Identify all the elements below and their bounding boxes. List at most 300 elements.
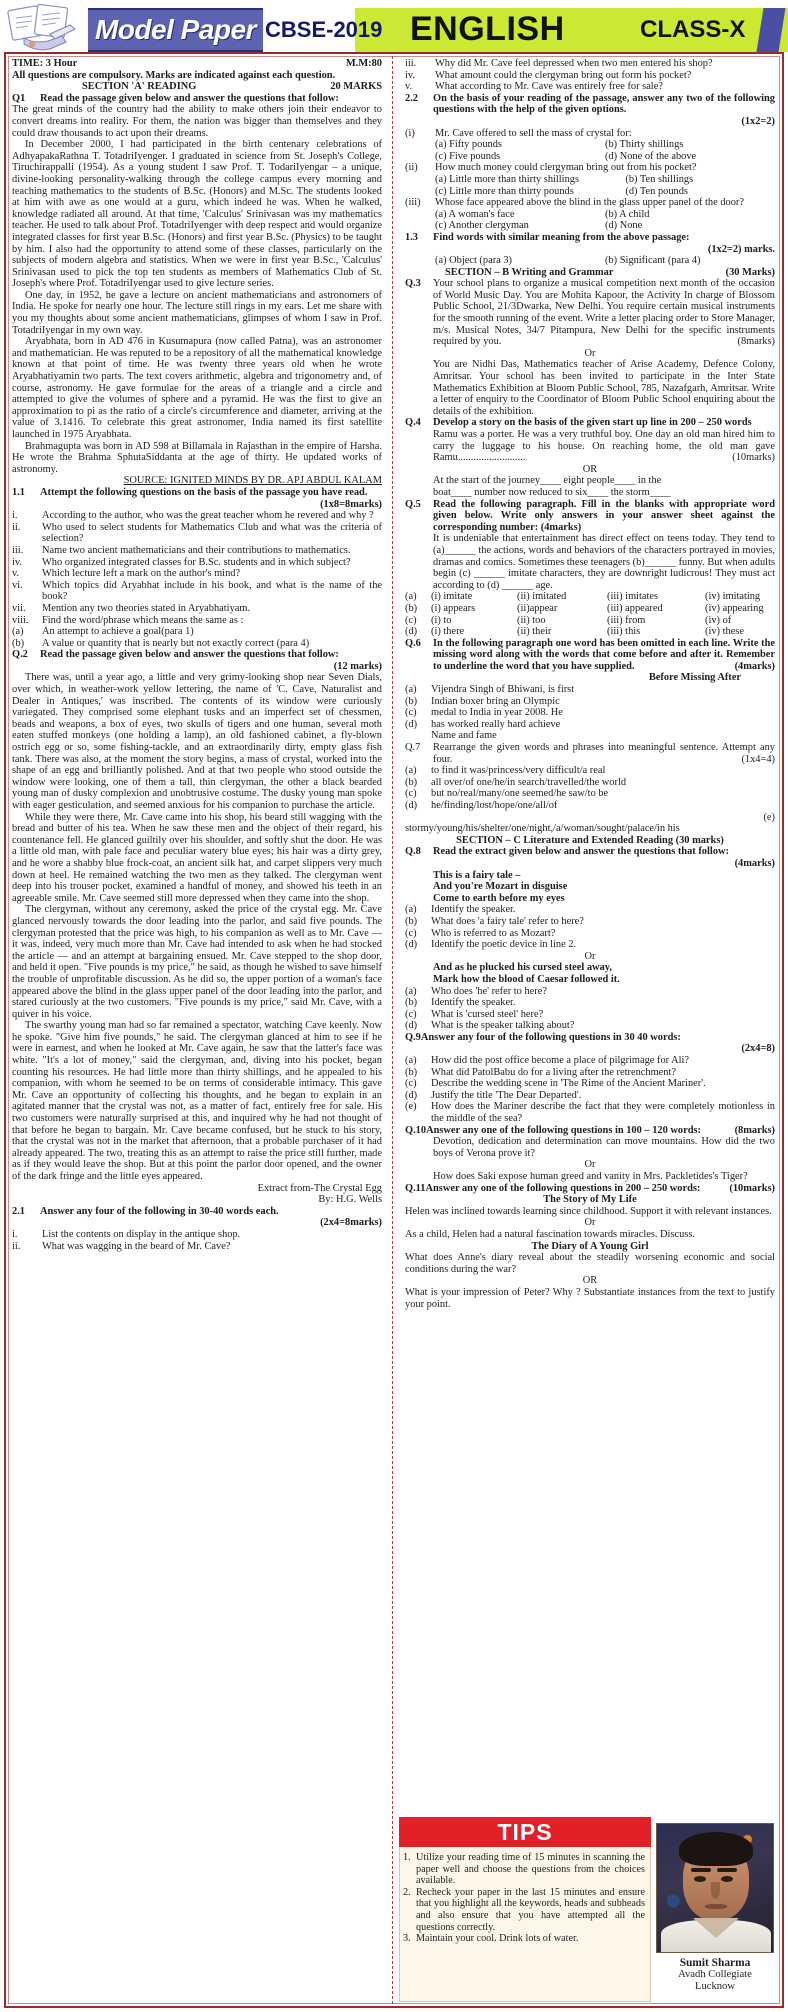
- q5-prompt: Read the following paragraph. Fill in the blanks with appropriate word given below. Write only answers in your answer sheet against the corresponding number: (4marks): [433, 498, 775, 533]
- q1-1-item-num: i.: [12, 510, 18, 522]
- q2-1-item-num: ii.: [12, 1240, 21, 1252]
- q2-label: Q.2: [12, 649, 28, 661]
- q6-label: Q.6: [405, 637, 421, 649]
- q8-item2-num: (d): [405, 1020, 418, 1032]
- q7-item: [405, 765, 775, 777]
- q11-body-4: What is your impression of Peter? Why ? Substantiate instances from the text to justify your point.: [405, 1286, 775, 1310]
- q5-opt-iv[interactable]: (iv) these: [705, 626, 744, 638]
- q1-1-item: [12, 626, 382, 638]
- question-q1: [12, 93, 382, 105]
- q1-1-item-num: iv.: [12, 556, 23, 568]
- q9-item-num: (c): [405, 1078, 417, 1090]
- question-q4: [405, 417, 775, 429]
- q6-line-text: Vijendra Singh of Bhiwani, is first: [431, 684, 575, 696]
- q2-passage-para-3: The clergyman, without any ceremony, asked the price of the crystal egg. Mr. Cave glanced nervously towards the door leading into the parlor, and said five pounds. The clergyman protested that the price was high, to his companion as well as to Mr. Cave — it was, indeed, very much more than Mr. Cave had intended to ask when he had stocked the article — and an attempt at bargaining ensued. Mr. Cave stepped to the shop door, and held it open. "Five pounds is my price," he said, as though he wished to save himself the trouble of unprofitable discussion. As he did so, the upper portion of a woman's face appeared above the blind in the glass upper panel of the door leading into the parlor, and stared curiously at the two customers. "Five pounds is my price," said Mr. Cave, with a quiver in his voice.: [12, 904, 382, 1020]
- q1-1-item: [12, 568, 382, 580]
- q9-item: [405, 1055, 775, 1067]
- mcq-num: (ii): [405, 162, 418, 174]
- q1-1-item-num: vii.: [12, 602, 26, 614]
- q9-item-num: (b): [405, 1066, 418, 1078]
- q2-extract-source-line1: Extract from-The Crystal Egg: [257, 1182, 382, 1194]
- q1-passage-para-5: Brahmagupta was born in AD 598 at Billamala in Rajasthan in the empire of Harsha. He wrote the Brahma SphutaSiddanta at the age of thirty. He updated works of astronomy.: [12, 440, 382, 475]
- q2-1-label: 2.1: [12, 1205, 25, 1217]
- q2-extract-source-line2: By: H.G. Wells: [318, 1194, 382, 1206]
- q11-book-2-title: The Diary of A Young Girl: [531, 1240, 649, 1252]
- q5-opt-iii[interactable]: (iii) from: [607, 614, 646, 626]
- q1-1-item-num: (b): [12, 637, 25, 649]
- q7-prompt: [433, 742, 775, 765]
- q8-item: [405, 928, 775, 940]
- q11-body-2-row: [405, 1229, 775, 1241]
- q1-1-item-text: An attempt to achieve a goal(para 1): [42, 626, 194, 638]
- q10-label: Q.10: [405, 1124, 427, 1136]
- q8-item2: [405, 997, 775, 1009]
- q9-item-num: (a): [405, 1055, 417, 1067]
- q6-line-num: (c): [405, 707, 417, 719]
- q1-3-option-b: (b) Significant (para 4): [605, 255, 701, 267]
- author-brow-left: [691, 1868, 711, 1872]
- question-q11: [405, 1183, 775, 1195]
- q7-item-e-label: (e): [763, 811, 775, 823]
- q1-1-item: [12, 615, 382, 627]
- tips-title: TIPS: [399, 1817, 651, 1847]
- q6-line-text: has worked really hard achieve: [431, 718, 561, 730]
- q2-1-item-text: What amount could the clergyman bring out form his pocket?: [435, 69, 692, 81]
- q2-2-mcq-options: [405, 151, 775, 163]
- q5-opt-i[interactable]: (i) appears: [431, 602, 476, 614]
- q6-line-text: Name and fame: [431, 730, 497, 742]
- masthead-subject: ENGLISH: [410, 10, 565, 48]
- q2-1-item-text: What was wagging in the beard of Mr. Cave?: [42, 1240, 231, 1252]
- author-mouth: [705, 1904, 727, 1909]
- author-eye-right: [721, 1876, 733, 1882]
- q7-prompt-text: Rearrange the given words and phrases into meaningful sentence. Attempt any four.: [433, 742, 775, 765]
- q8-item2-text: Who does 'he' refer to here?: [431, 985, 547, 997]
- q5-opt-iii[interactable]: (iii) appeared: [607, 602, 663, 614]
- q10-or: Or: [584, 1159, 596, 1171]
- author-eye-left: [694, 1876, 706, 1882]
- question-q9: [405, 1032, 775, 1044]
- q1-1-item-text: According to the author, who was the great teacher whom he revered and why ?: [42, 510, 374, 522]
- q4-or: OR: [582, 463, 598, 475]
- q8-item2-text: Identify the speaker.: [431, 997, 516, 1009]
- q1-1-item: [12, 638, 382, 650]
- q9-heading: [405, 1032, 775, 1044]
- q9-item-num: (e): [405, 1101, 417, 1113]
- q1-1-item: [12, 603, 382, 615]
- q7-item-num: (d): [405, 800, 418, 811]
- q3-body: [433, 278, 775, 348]
- q11-or-2: OR: [582, 1275, 598, 1287]
- q5-opt-ii[interactable]: (ii) imitated: [517, 591, 567, 603]
- q1-3-options: [405, 255, 775, 267]
- q1-1-item-text: Who organized integrated classes for B.Sc. students and in which subject?: [42, 556, 351, 568]
- q1-label: Q1: [12, 92, 26, 104]
- question-q5: [405, 499, 775, 534]
- q8-item-num: (b): [405, 915, 418, 927]
- q7-item-text: stormy/young/his/shelter/one/night,/a/woman/sought/palace/in his: [405, 823, 680, 835]
- q1-passage-para-2: In December 2000, I had participated in the birth centenary celebrations of AdhyapakaRathna T. TotadriIyenger. I graduated in science from St. Joseph's College, Tiruchirappalli (1954). As a young student I saw Prof. T. TodariIyengar – a unique, divine-looking personality-walking through the college campus every morning and teaching mathematics to the students of B.Sc. (Honors) and M.Sc. The students looked at him with awe as one would at a guru, which indeed he was. When he walked, knowledge radiated all around. At that time, 'Calculus' Srinivasan was my mathematics teacher. He used to talk about Prof. TotadriIyenger with deep respect and would organize integrated classes for first year B.Sc. (Honors) and first year B.Sc. (Physics) to be taught by him. I also had the opportunity to attend some of these classes, particularly on the subjects of modern algebra and statistics. When we were in first year B.Sc., 'Calculus' Srinivasan used to pick the top ten students as members of Mathematics Club of St. Joseph's where Prof. TotadriIyengar used to give lecture series.: [12, 139, 382, 290]
- mcq-option-a[interactable]: (a) Fifty pounds: [435, 139, 502, 151]
- q8-marks: (4marks): [734, 857, 775, 869]
- q8-extract2-text: And as he plucked his cursed steel away,: [433, 962, 612, 974]
- q8-item-text: What does 'a fairy tale' refer to here?: [431, 915, 584, 927]
- section-b-row: [405, 267, 775, 279]
- q5-opt-i[interactable]: (i) to: [431, 614, 452, 626]
- q2-1-item-num: i.: [12, 1228, 18, 1240]
- q1-1-item-num: vi.: [12, 579, 23, 591]
- q8-extract2-text: Mark how the blood of Caesar followed it.: [433, 973, 620, 985]
- q4-alt-text-2: boat____ number now reduced to six____ the storm____: [433, 486, 671, 498]
- q1-1-prompt: [40, 487, 382, 510]
- mcq-option-b[interactable]: (b) Ten shillings: [625, 173, 694, 185]
- right-column: [399, 56, 779, 2006]
- q8-extract-line: [405, 881, 775, 893]
- q7-item-text: all over/of one/he/in search/travelled/the world: [431, 776, 627, 788]
- q11-heading: [405, 1183, 775, 1195]
- q5-option-row: [405, 591, 775, 603]
- author-school: Avadh Collegiate: [678, 1969, 752, 1980]
- mcq-num: (iii): [405, 197, 421, 209]
- q1-1-item-text: Name two ancient mathematicians and their contributions to mathematics.: [42, 544, 351, 556]
- mcq-option-b[interactable]: (b) Thirty shillings: [605, 139, 684, 151]
- q6-line-num: (b): [405, 695, 418, 707]
- q7-item: [405, 777, 775, 789]
- question-q2: [12, 649, 382, 672]
- q1-1-item-num: ii.: [12, 521, 21, 533]
- q1-1-item: [12, 522, 382, 545]
- q4-alt-text-1: At the start of the journey____ eight people____ in the: [433, 475, 662, 487]
- q4-body-text: Ramu was a porter. He was a very truthful boy. One day an old man hired him to carry the luggage to his house. On reaching home, the old man gave Ramu..........................: [433, 429, 775, 464]
- q8-item: [405, 904, 775, 916]
- q1-1-item: [12, 545, 382, 557]
- question-q6: [405, 638, 775, 673]
- q7-item-text: he/finding/lost/hope/one/all/of: [431, 800, 558, 811]
- q2-passage-para-1: There was, until a year ago, a little and very grimy-looking shop near Seven Dials, over which, in weather-work yellow lettering, the name of 'C. Cave, Naturalist and Dealer in Antiques,' was inscribed. The contents of its window were curiously variegated. They comprised some elephant tusks and an imperfect set of chessmen, beads and weapons, a box of eyes, two skulls of tigers and one human, several moth eaten stuffed monkeys (one holding a lamp), an old fashioned cabinet, a fly-blown ostrich egg or so, some fishing-tackle, and an extraordinarily dirty, empty glass fish tank. There was also, at the moment the story begins, a mass of crystal, worked into the shape of an egg and brilliantly polished. And at that two people who stood outside the window were looking, one of them a tall, thin clergyman, the other a black bearded young man of dusky complexion and unobtrusive costume. The dusky young man spoke with eager gesticulation, and seemed anxious for his companion to purchase the article.: [12, 672, 382, 811]
- q2-1-item-text: List the contents on display in the antique shop.: [42, 1228, 241, 1240]
- q8-item2-text: What is the speaker talking about?: [431, 1020, 575, 1032]
- q2-passage-para-2: While they were there, Mr. Cave came into his shop, his beard still wagging with the bread and butter of his tea. When he saw these men and the object of their regard, his countenance fell. He glanced guiltily over his shoulder, and softly shut the door. He was a little old man, with pale face and peculiar watery blue eyes; his hair was a dirty grey, and he wore a shabby blue frock-coat, an ancient silk hat, and carpet slippers very much down at heel. He remained watching the two men as they talked. The clergyman went deep into his trouser pocket, examined a handful of money, and showed his teeth in an agreeable smile. Mr. Cave seemed still more depressed when they came into the shop.: [12, 811, 382, 904]
- q10-prompt: Answer any one of the following questions in 100 – 120 words:: [426, 1124, 701, 1136]
- q4-marks: (10marks): [732, 452, 775, 464]
- q11-body-1: Helen was inclined towards learning since childhood. Support it with relevant instances.: [405, 1205, 772, 1217]
- q2-passage-para-4: The swarthy young man had so far remained a spectator, watching Cave keenly. Now he spoke. "Give him five pounds," he said. The clergyman glanced at him to see if he were in earnest, and when he looked at Mr. Cave again, he saw that the latter's face was white. "It's a lot of money," said the clergyman, and, diving into his pocket, began counting his resources. He had little more than thirty shillings, and he appealed to his companion, with whom he seemed to be on terms of considerable intimacy. This gave Mr. Cave an opportunity of collecting his thoughts, and he began to explain in an agitated manner that the crystal was not, as a matter of fact, entirely free for sale. His two customers were naturally surprised at this, and inquired why he had not thought of that before he began to bargain. Mr. Cave became confused, but he stuck to his story, that the crystal was not in the market that afternoon, that a probable purchaser of it had already appeared. The two, treating this as an attempt to raise the price still further, made as if they would leave the shop. But at this point the parlor door opened, and the owner of the dark fringe and the little eyes appeared.: [12, 1020, 382, 1182]
- q8-extract-text: Come to earth before my eyes: [433, 892, 565, 904]
- q3-alternate: [405, 359, 775, 417]
- mcq-option-c[interactable]: (c) Another clergyman: [435, 220, 529, 232]
- q11-body-1-row: [405, 1206, 775, 1218]
- q1-1-item: [12, 557, 382, 569]
- q9-prompt: Answer any four of the following questions in 30 40 words:: [420, 1031, 681, 1043]
- q2-2-label: 2.2: [405, 92, 418, 104]
- q2-1-item: [405, 81, 775, 93]
- q8-item2-num: (c): [405, 1008, 417, 1020]
- q8-prompt: Read the extract given below and answer the questions that follow:: [433, 846, 729, 858]
- q7-item-text: but no/real/many/one seemed/he saw/to be: [431, 788, 609, 800]
- section-b-title: SECTION – B Writing and Grammar: [445, 266, 614, 278]
- q2-2-mcq: [405, 128, 775, 140]
- q8-item2-text: What is 'cursed steel' here?: [431, 1008, 544, 1020]
- q2-2-marks: (1x2=2): [741, 115, 775, 127]
- q6-prompt: [433, 638, 775, 673]
- q2-1-item-text: Why did Mr. Cave feel depressed when two men entered his shop?: [435, 58, 713, 69]
- q2-2-prompt: On the basis of your reading of the passage, answer any two of the following questions with the help of the given options.: [433, 92, 775, 116]
- exam-instruction: All questions are compulsory. Marks are indicated against each question.: [12, 69, 336, 81]
- masthead-class: CLASS-X: [640, 16, 746, 43]
- q1-passage-para-1: The great minds of the country had the ability to make others join their endeavor to convert dreams into reality. For them, the nation was bigger than themselves and they could draw thousands to act upon their dreams.: [12, 104, 382, 139]
- q2-1-marks: (2x4=8marks): [320, 1217, 382, 1229]
- q1-3-option-a: (a) Object (para 3): [435, 255, 513, 267]
- q8-label: Q.8: [405, 846, 421, 858]
- mcq-question: How much money could clergyman bring out from his pocket?: [435, 162, 697, 174]
- q1-1-item-num: (a): [12, 626, 24, 638]
- column-divider: [392, 56, 393, 2004]
- question-1-1: [12, 487, 382, 510]
- tips-item: [403, 1887, 645, 1933]
- q10-marks: (8marks): [734, 1124, 775, 1136]
- q7-item-num: (a): [405, 765, 417, 777]
- q11-book-1-title: The Story of My Life: [543, 1194, 637, 1206]
- q7-item: [405, 823, 775, 835]
- q4-prompt: Develop a story on the basis of the given start up line in 200 – 250 words: [433, 417, 752, 429]
- mcq-option-d[interactable]: (d) Ten pounds: [625, 185, 688, 197]
- q2-1-item-num: iv.: [405, 69, 416, 81]
- q9-item-text: Describe the wedding scene in 'The Rime of the Ancient Mariner'.: [431, 1078, 706, 1090]
- q2-1-item: [405, 58, 775, 70]
- question-q3: [405, 278, 775, 348]
- tips-item-num: 2.: [403, 1886, 411, 1898]
- q10-body: Devotion, dedication and determination can move mountains. How did the two boys of Verona prove it?: [433, 1136, 775, 1159]
- q2-1-item-num: iii.: [405, 58, 417, 69]
- q8-item-num: (a): [405, 904, 417, 916]
- masthead-banner: [0, 0, 788, 52]
- q2-1-item: [12, 1241, 382, 1253]
- q7-marks: (1x4=4): [741, 753, 775, 765]
- q3-alt-text: You are Nidhi Das, Mathematics teacher of Arise Academy, Defence Colony, Amritsar. Your school has been invited to participate in the Inter State Mathematics Exhibition at Bloom Public School, 785, Nazafgarh, Amritsar. Write a letter of enquiry to the Coordinator of Bloom Public School enquiring about the details of the exhibition.: [433, 359, 775, 417]
- q1-prompt: Read the passage given below and answer the questions that follow:: [40, 92, 339, 104]
- mcq-option-d[interactable]: (d) None: [605, 220, 643, 232]
- q1-1-item: [12, 510, 382, 522]
- tips-item: [403, 1852, 645, 1887]
- q5-body: It is undeniable that entertainment has direct effect on teens today. They tend to (a)______ the actions, words and behaviors of the characters portrayed in movies, dramas and comics. Sometimes these teenagers (b)______ funny. But when adults begin (c) ______ imitate characters, they are downright ludicrous! They must act according to (d) ______ age.: [433, 533, 775, 591]
- q9-item-text: How did the post office become a place of pilgrimage for Ali?: [431, 1055, 690, 1067]
- q4-label: Q.4: [405, 417, 421, 429]
- q1-passage-para-3: One day, in 1952, he gave a lecture on ancient mathematicians and astronomers of India. He spoke for nearly one hour. The lecture still rings in my ears. Let me share with you my thoughts about some ancient mathematicians, glimpses of whom I saw in Prof. TotadriIyengar in my own way.: [12, 289, 382, 336]
- q5-opt-label: (b): [405, 602, 418, 614]
- q3-or: Or: [584, 347, 596, 359]
- q1-1-marks: (1x8=8marks): [320, 498, 382, 510]
- question-q8: [405, 846, 775, 858]
- q5-opt-ii[interactable]: (ii)appear: [517, 602, 558, 614]
- q2-2-mcq: [405, 162, 775, 174]
- q6-line: [405, 696, 775, 708]
- q7-item: [405, 788, 775, 800]
- q9-item-text: What did PatolBabu do for a living after the retrenchment?: [431, 1066, 676, 1078]
- q7-item: [405, 800, 775, 812]
- q8-item2: [405, 1009, 775, 1021]
- q2-1-item-num: v.: [405, 81, 413, 93]
- q1-1-item-text: Which lecture left a mark on the author's mind?: [42, 568, 241, 580]
- q1-3-label: 1.3: [405, 231, 418, 243]
- q6-line-num: (a): [405, 684, 417, 696]
- q8-item2: [405, 986, 775, 998]
- q1-1-item-text: Which topics did Aryabhat include in his book, and what is the name of the book?: [42, 579, 382, 603]
- q9-label: Q.9: [405, 1031, 421, 1043]
- q8-item2-num: (a): [405, 985, 417, 997]
- q8-item2-num: (b): [405, 997, 418, 1009]
- exam-max-marks: M.M:80: [345, 58, 382, 69]
- q1-source: SOURCE: IGNITED MINDS BY DR. APJ ABDUL KALAM: [123, 475, 382, 487]
- q2-1-item: [405, 70, 775, 82]
- q2-marks: (12 marks): [333, 660, 382, 672]
- q11-body-3-row: [405, 1252, 775, 1275]
- tips-item-text: Maintain your cool. Drink lots of water.: [416, 1933, 579, 1945]
- hand-writing-papers-icon: [6, 4, 86, 52]
- q2-2-mcq-options: [405, 209, 775, 221]
- mcq-option-c[interactable]: (c) Little more than thirty pounds: [435, 185, 574, 197]
- mcq-option-a[interactable]: (a) A woman's face: [435, 208, 515, 220]
- q8-extract-text: This is a fairy tale –: [433, 869, 521, 881]
- q7-label: Q.7: [405, 742, 421, 754]
- mcq-option-a[interactable]: (a) Little more than thirty shillings: [435, 173, 579, 185]
- q5-body-row: [405, 533, 775, 591]
- q5-opt-label: (c): [405, 614, 417, 626]
- q2-1-item: [12, 1229, 382, 1241]
- q9-item: [405, 1101, 775, 1124]
- q2-2-mcq-options: [405, 174, 775, 186]
- q1-1-item-text: Who used to select students for Mathematics Club and what was the criteria of selection?: [42, 521, 382, 545]
- q2-1-item-text: What according to Mr. Cave was entirely free for sale?: [435, 81, 663, 93]
- q8-item-num: (d): [405, 939, 418, 951]
- q3-label: Q.3: [405, 278, 421, 290]
- q11-marks: (10marks): [729, 1182, 775, 1194]
- exam-time: TIME: 3 Hour: [12, 58, 78, 69]
- tips-item-text: Utilize your reading time of 15 minutes in scanning the paper well and choose the questions from the choices available.: [416, 1852, 645, 1887]
- author-caption: [651, 1957, 779, 1993]
- q8-item-num: (c): [405, 927, 417, 939]
- q4-alt-line-2: [405, 487, 775, 499]
- q1-1-item-text: A value or quantity that is nearly but not exactly correct (para 4): [42, 637, 310, 649]
- q8-item: [405, 939, 775, 951]
- q2-2-mcq-options: [405, 220, 775, 232]
- mcq-num: (i): [405, 127, 415, 139]
- mcq-option-b[interactable]: (b) A child: [605, 208, 650, 220]
- q7-item-num: (c): [405, 788, 417, 800]
- q9-marks: (2x4=8): [741, 1043, 775, 1055]
- q6-marks: (4marks): [734, 660, 775, 672]
- tips-item: [403, 1933, 645, 1945]
- q3-body-text: Your school plans to organize a musical competition next month of the occasion of World Music Day. You are Mohita Kapoor, the Activity In charge of Blossom Public School, 21/3Dwarka, New Delhi. You require certain musical instruments for the smooth running of the event. Write a letter placing order to Store Manager, m/s. Musical Notes, 34/7 Pitampura, New Delhi for the specific instruments required by you.: [433, 278, 775, 348]
- q9-item: [405, 1090, 775, 1102]
- q1-1-item-num: iii.: [12, 544, 24, 556]
- q8-item-text: Identify the poetic device in line 2.: [431, 939, 577, 951]
- q8-item-text: Identify the speaker.: [431, 904, 516, 916]
- q10-heading: [405, 1125, 775, 1137]
- mcq-option-d[interactable]: (d) None of the above: [605, 150, 697, 162]
- q5-opt-iv[interactable]: (iv) of: [705, 614, 732, 626]
- q3-marks: (8marks): [737, 336, 775, 348]
- left-column: [6, 56, 386, 2006]
- q8-extract2-line: [405, 974, 775, 986]
- q1-1-item-num: v.: [12, 568, 20, 580]
- q5-label: Q.5: [405, 498, 421, 510]
- q5-opt-iv[interactable]: (iv) appearing: [705, 602, 764, 614]
- tips-list: [401, 1850, 649, 1945]
- masthead-model-paper-label: Model Paper: [95, 14, 256, 45]
- q5-opt-ii[interactable]: (ii) too: [517, 614, 546, 626]
- author-portrait-photo: [656, 1823, 774, 1953]
- q5-opt-iii[interactable]: (iii) this: [607, 626, 641, 638]
- q5-opt-label: (d): [405, 626, 418, 638]
- q5-opt-i[interactable]: (i) there: [431, 626, 465, 638]
- q10-body-row: [405, 1136, 775, 1159]
- q8-extract-line: [405, 870, 775, 882]
- q2-2-mcq-options: [405, 139, 775, 151]
- mcq-option-c[interactable]: (c) Five pounds: [435, 150, 501, 162]
- q6-prompt-text: In the following paragraph one word has been omitted in each line. Write the missing word along with the words that come before and after it. Remember to underline the word that you have supplied.: [433, 637, 775, 672]
- q8-extract2-line: [405, 962, 775, 974]
- q9-item-num: (d): [405, 1089, 418, 1101]
- q11-body-3: What does Anne's diary reveal about the steadily worsening economic and social conditions during the war?: [405, 1252, 775, 1275]
- q6-column-headers: Before Missing After: [648, 672, 741, 684]
- q5-opt-iii[interactable]: (iii) imitates: [607, 591, 659, 603]
- q5-opt-i[interactable]: (i) imitate: [431, 591, 473, 603]
- author-hair: [679, 1832, 753, 1866]
- q9-item-text: How does the Mariner describe the fact that they were completely motionless in the middle of the sea?: [431, 1101, 775, 1125]
- q9-item: [405, 1078, 775, 1090]
- q9-item-text: Justify the title 'The Dear Departed'.: [431, 1089, 582, 1101]
- q6-line: [405, 719, 775, 731]
- q1-1-label: 1.1: [12, 486, 25, 498]
- mcq-question: Whose face appeared above the blind in the glass upper panel of the door?: [435, 197, 744, 209]
- q10-alt-row: [405, 1171, 775, 1183]
- q5-opt-ii[interactable]: (ii) their: [517, 626, 552, 638]
- question-q7: [405, 742, 775, 765]
- q11-body-2: As a child, Helen had a natural fascination towards miracles. Discuss.: [405, 1228, 695, 1240]
- section-b-marks: (30 Marks): [725, 266, 775, 278]
- q6-line-text: medal to India in year 2008. He: [431, 707, 563, 719]
- q2-2-mcq: [405, 197, 775, 209]
- section-a-marks: 20 MARKS: [330, 81, 382, 93]
- q2-2-mcq-options: [405, 186, 775, 198]
- masthead-cbse-year: CBSE-2019: [265, 17, 383, 42]
- section-a-title: SECTION 'A' READING: [82, 81, 197, 93]
- question-2-2: [405, 93, 775, 116]
- q5-opt-iv[interactable]: (iv) imitating: [705, 591, 761, 603]
- q1-1-item-text: Find the word/phrase which means the same as :: [42, 614, 244, 626]
- q4-body: [433, 429, 775, 464]
- question-q10: [405, 1125, 775, 1137]
- author-name: Sumit Sharma: [679, 1957, 751, 1969]
- q10-alt: How does Saki expose human greed and vanity in Mrs. Packletides's Tiger?: [433, 1171, 748, 1182]
- author-nose: [711, 1882, 720, 1899]
- q6-line: [405, 707, 775, 719]
- q2-1-prompt: Answer any four of the following in 30-40 words each.: [40, 1205, 279, 1217]
- q8-or: Or: [584, 950, 596, 962]
- q5-opt-label: (a): [405, 591, 417, 603]
- q11-label: Q.11: [405, 1182, 426, 1194]
- q6-line: [405, 684, 775, 696]
- q1-1-item-text: Mention any two theories stated in Aryabhatiyam.: [42, 602, 251, 614]
- question-2-1: [12, 1206, 382, 1218]
- q1-passage-para-4: Aryabhata, born in AD 476 in Kusumapura (now called Patna), was an astronomer and mathematician. He was reputed to be a repository of all the mathematical knowledge known at that point of time. He was twenty three years old when he wrote Aryabhatiyamin two parts. The text covers arithmetic, algebra and trigonometry and, of course, astronomy. He gave formulae for the areas of a triangle and a circle and attempted to give the volumes of sphere and a pyramid. He was the first to give an approximation to pi as the ratio of a circle's circumference and diameter, arriving at the value of 3.1416. To celebrate this great astronomer, India named its first satellite launched in 1975 Aryabhata.: [12, 336, 382, 440]
- q1-1-prompt-text: Attempt the following questions on the basis of the passage you have read.: [40, 486, 368, 498]
- author-brow-right: [717, 1868, 737, 1872]
- q5-option-row: [405, 615, 775, 627]
- exam-time-marks-row: [12, 58, 382, 70]
- q5-option-row: [405, 603, 775, 615]
- q8-extract-text: And you're Mozart in disguise: [433, 881, 568, 893]
